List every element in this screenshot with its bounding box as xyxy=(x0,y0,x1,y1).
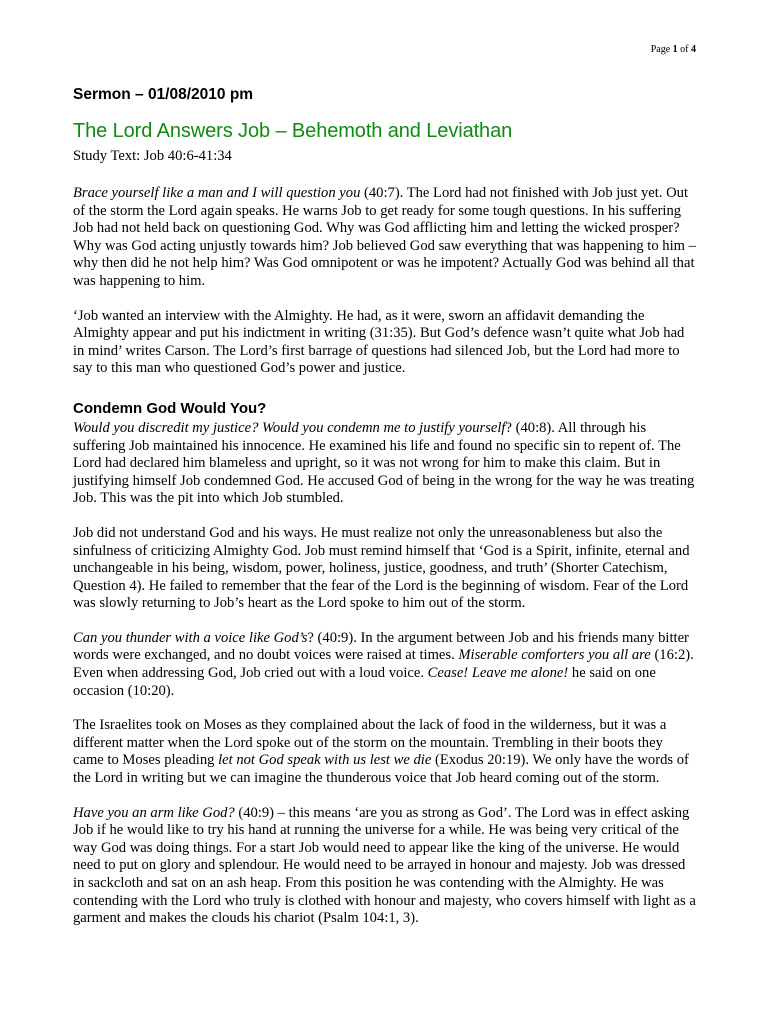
page-total: 4 xyxy=(691,44,696,55)
paragraph-5: Can you thunder with a voice like God’s? (40:9). In the argument between Job and his friends many bitter words were exchanged, and no doubt voices were raised at times. Miserable comforters you all are (16:2). Even when addressing God, Job cried out with a loud voice. Cease! Leave me alone! he said on one occasion (10:20). xyxy=(73,629,694,699)
quote: Can you thunder with a voice like God’s xyxy=(73,629,308,646)
page-current: 1 xyxy=(672,44,678,55)
study-text: Study Text: Job 40:6-41:34 xyxy=(73,148,232,164)
quote: Cease! Leave me alone! xyxy=(427,665,569,682)
quote: Brace yourself like a man and I will question you xyxy=(73,185,361,201)
page-of: of xyxy=(677,44,691,55)
paragraph-7: Have you an arm like God? (40:9) – this means ‘are you as strong as God’. The Lord was in effect asking Job if he would like to try his hand at running the universe for a while. He was being very critical of the way God was doing things. For a start Job would need to appear like the king of the universe. He would need to put on glory and splendour. He would need to be arrayed in honour and majesty. Job was dressed in sackcloth and sat on an ash heap. From this position he was contending with the Almighty. He was contending with the Lord who truly is clothed with honour and majesty, who covers himself with light as a garment and makes the clouds his chariot (Psalm 104:1, 3). xyxy=(73,804,696,927)
quote: Would you discredit my justice? Would you condemn me to justify yourself xyxy=(73,419,506,436)
quote: Have you an arm like God? xyxy=(73,804,235,821)
page-number xyxy=(651,44,696,55)
paragraph-1: Brace yourself like a man and I will question you (40:7). The Lord had not finished with Job just yet. Out of the storm the Lord again speaks. He warns Job to get ready for some tough questions. In his suffering Job had not held back on questioning God. Why was God afflicting him and letting the wicked prosper? Why was God acting unjustly towards him? Job believed God saw everything that was happening to him – why then did he not help him? Was God omnipotent or was he impotent? Actually God was behind all that was happening to him. xyxy=(73,185,696,289)
paragraph-4: Job did not understand God and his ways. He must realize not only the unreasonableness but also the sinfulness of criticizing Almighty God. Job must remind himself that ‘God is a Spirit, infinite, eternal and unchangeable in his being, wisdom, power, holiness, justice, goodness, and truth’ (Shorter Catechism, Question 4). He failed to remember that the fear of the Lord is the beginning of wisdom. Fear of the Lord was slowly returning to Job’s heart as the Lord spoke to him out of the storm. xyxy=(73,524,690,612)
quote: let not God speak with us lest we die xyxy=(218,752,432,769)
paragraph-3: Would you discredit my justice? Would you condemn me to justify yourself? (40:8). All through his suffering Job maintained his innocence. He examined his life and found no specific sin to repent of. The Lord had declared him blameless and upright, so it was not wrong for him to make this claim. But in justifying himself Job condemned God. He accused God of being in the wrong for the way he was treating Job. This was the pit into which Job stumbled. xyxy=(73,419,695,507)
section-heading: Condemn God Would You? xyxy=(73,399,267,417)
sermon-label: Sermon – 01/08/2010 pm xyxy=(73,86,254,103)
page-title: The Lord Answers Job – Behemoth and Leviathan xyxy=(73,120,513,142)
quote: Miserable comforters you all are xyxy=(458,647,651,664)
paragraph-6: The Israelites took on Moses as they complained about the lack of food in the wilderness, but it was a different matter when the Lord spoke out of the storm on the mountain. Trembling in their boots they came to Moses pleading let not God speak with us lest we die (Exodus 20:19). We only have the words of the Lord in writing but we can imagine the thunderous voice that Job heard coming out of the storm. xyxy=(73,717,689,787)
page-prefix: Page xyxy=(650,44,673,55)
paragraph-2: ‘Job wanted an interview with the Almighty. He had, as it were, sworn an affidavit demanding the Almighty appear and put his indictment in writing (31:35). But God’s defence wasn’t quite what Job had in mind’ writes Carson. The Lord’s first barrage of questions had silenced Job, but the Lord had more to say to this man who questioned God’s power and justice. xyxy=(73,307,685,377)
document-content xyxy=(73,86,696,928)
